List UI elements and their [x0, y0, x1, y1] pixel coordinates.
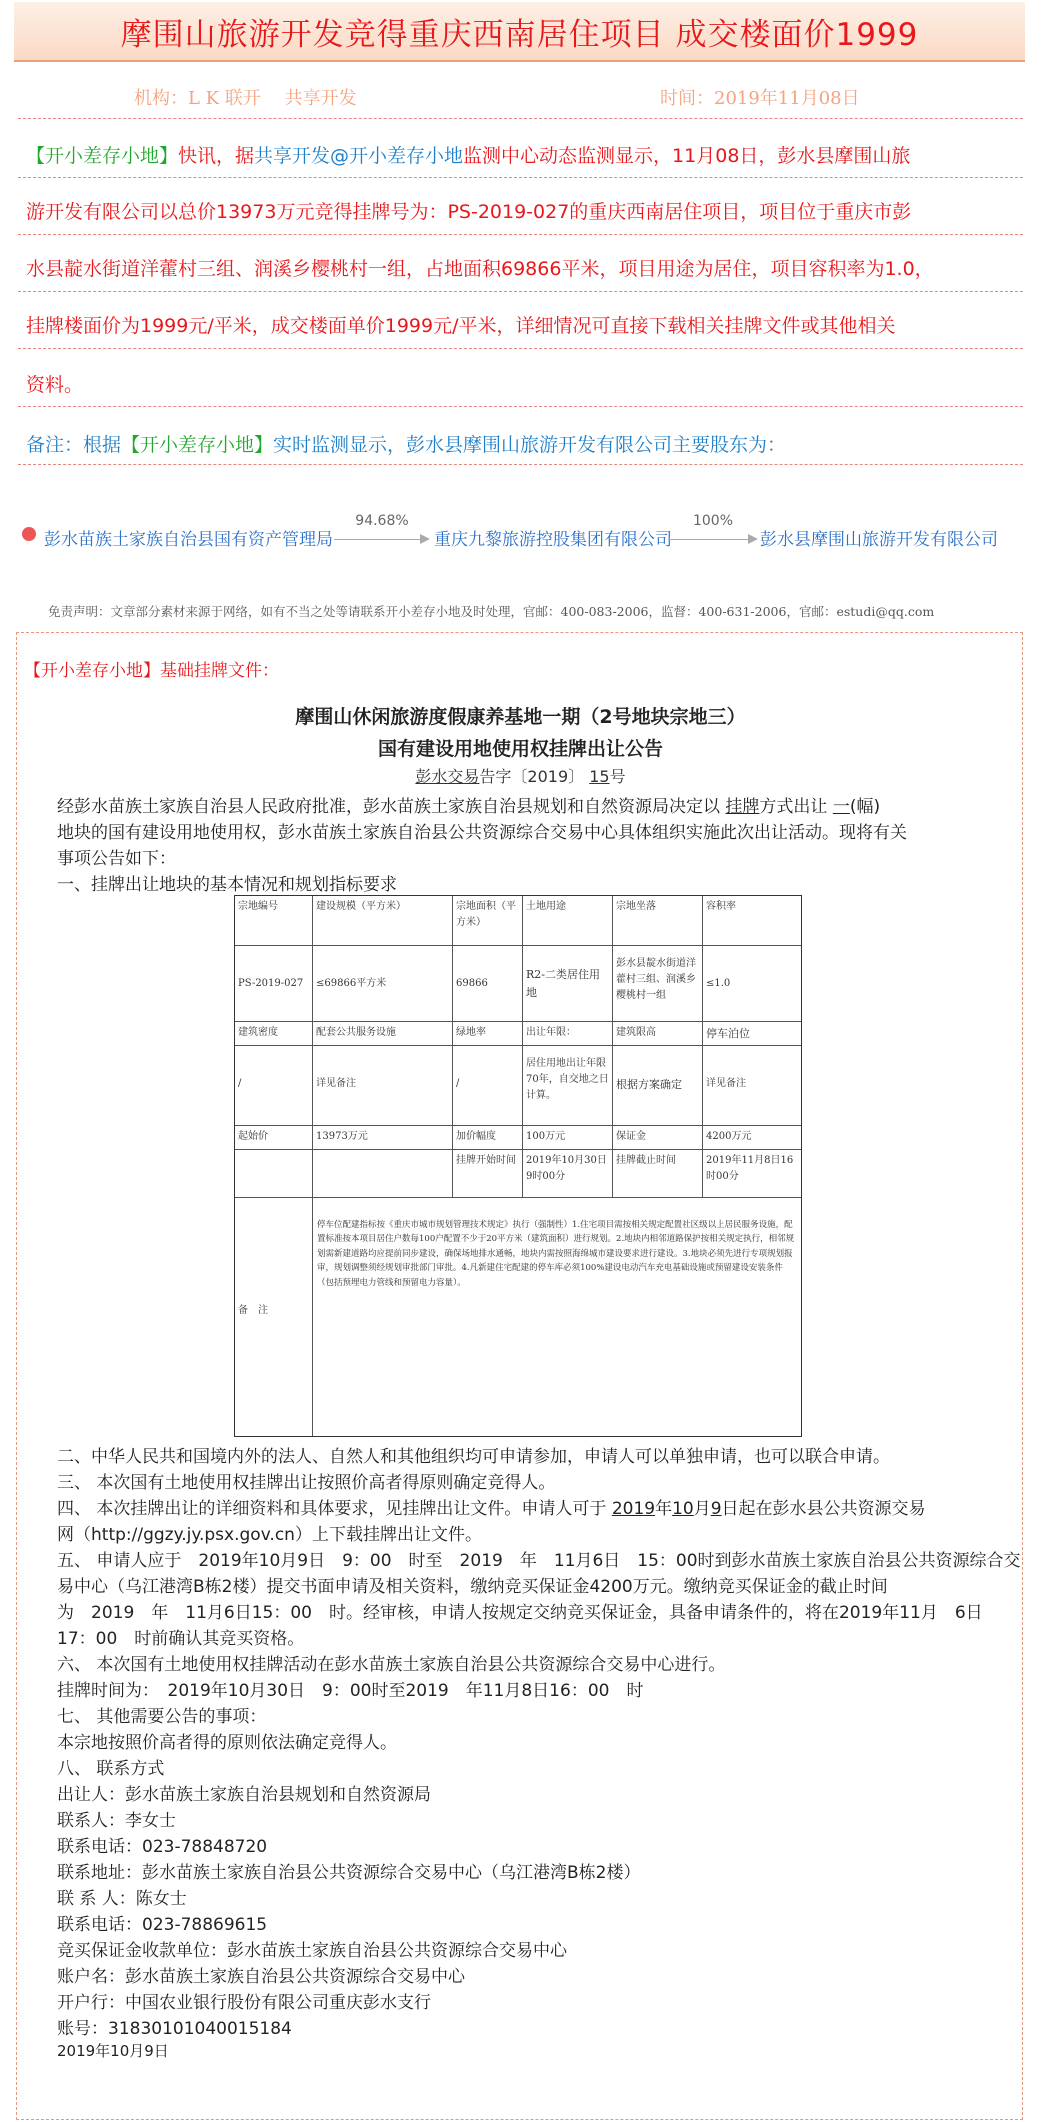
table-cell: 2019年10月30日9时00分 [523, 1150, 613, 1198]
doc-number-part: 彭水交易 [415, 767, 480, 786]
doc-para-3: 事项公告如下： [57, 849, 176, 869]
contact-line: 出让人：彭水苗族土家族自治县规划和自然资源局 [57, 1785, 431, 1805]
doc-title-2: 国有建设用地使用权挂牌出让公告 [377, 738, 663, 760]
table-cell: PS-2019-027 [235, 946, 313, 1022]
doc-para-1 [57, 792, 880, 817]
doc-section-3: 三、 本次国有土地使用权挂牌出让按照价高者得原则确定竞得人。 [57, 1473, 556, 1493]
table-cell: 2019年11月8日16时00分 [703, 1150, 801, 1198]
contact-line: 联系电话：023-78848720 [57, 1837, 268, 1857]
ownership-pct: 94.68% [355, 513, 409, 529]
shareholder-node-1[interactable]: 彭水苗族土家族自治县国有资产管理局 [44, 530, 333, 550]
divider [18, 406, 1023, 407]
page-title: 摩围山旅游开发竞得重庆西南居住项目 成交楼面价1999 [120, 16, 919, 53]
table-cell: / [235, 1046, 313, 1126]
doc-number-part: 告字〔2019〕 [479, 767, 585, 786]
doc-text: 日起在彭水县公共资源交易 [721, 1499, 926, 1519]
table-cell: 根据方案确定 [613, 1046, 703, 1126]
doc-number [0, 764, 1041, 787]
contact-line: 联系电话：023-78869615 [57, 1915, 268, 1935]
shareholder-node-3[interactable]: 彭水县摩围山旅游开发有限公司 [760, 530, 998, 550]
table-header: 配套公共服务设施 [313, 1022, 453, 1046]
table-cell: 13973万元 [313, 1126, 453, 1150]
doc-section-2: 二、中华人民共和国境内外的法人、自然人和其他组织均可申请参加，申请人可以单独申请，也可以联合申请。 [57, 1447, 890, 1467]
doc-text: 一 [832, 797, 850, 817]
divider [18, 177, 1023, 178]
table-header: 保证金 [613, 1126, 703, 1150]
ownership-pct: 100% [692, 513, 734, 529]
doc-text: 方式出让 [759, 797, 828, 817]
table-cell [235, 1150, 313, 1198]
contact-line: 联 系 人：陈女士 [57, 1889, 187, 1909]
doc-text: 月 [693, 1499, 711, 1519]
doc-text: 年 [655, 1499, 673, 1519]
table-header: 宗地坐落 [613, 896, 703, 946]
table-cell: 详见备注 [313, 1046, 453, 1126]
table-header: 加价幅度 [453, 1126, 523, 1150]
doc-para-2: 地块的国有建设用地使用权，彭水苗族土家族自治县公共资源综合交易中心具体组织实施此次出让活动。现将有关 [57, 823, 907, 843]
news-text: 快讯，据 [178, 145, 255, 167]
doc-section-7b: 本宗地按照价高者得的原则依法确定竞得人。 [57, 1733, 397, 1753]
land-info-table [234, 895, 802, 1437]
contact-line: 联系地址：彭水苗族土家族自治县公共资源综合交易中心（乌江港湾B栋2楼） [57, 1863, 641, 1883]
news-line-2: 游开发有限公司以总价13973万元竞得挂牌号为：PS-2019-027的重庆西南居住项目，项目位于重庆市彭 [26, 201, 912, 223]
arrow-right-icon [420, 534, 430, 544]
brand-tag[interactable]: 【开小差存小地】 [26, 145, 179, 167]
table-cell: 居住用地出让年限70年，自交地之日计算。 [523, 1046, 613, 1126]
doc-section-5a: 五、 申请人应于 2019年10月9日 9：00 时至 2019 年 11月6日 15：00时到彭水苗族土家族自治县公共资源综合交 [57, 1551, 1021, 1571]
table-cell: 详见备注 [703, 1046, 801, 1126]
table-cell: 100万元 [523, 1126, 613, 1150]
doc-section-7: 七、 其他需要公告的事项： [57, 1707, 267, 1727]
shareholder-node-2[interactable]: 重庆九黎旅游控股集团有限公司 [434, 530, 672, 550]
doc-number-part: 15 [589, 767, 610, 786]
brand-tag[interactable]: 【开小差存小地】 [121, 434, 274, 456]
table-cell: ≤1.0 [703, 946, 801, 1022]
doc-section-4b: 网（http://ggzy.jy.psx.gov.cn）上下载挂牌出让文件。 [57, 1525, 482, 1545]
doc-number-part: 号 [609, 767, 626, 786]
news-line-4: 挂牌楼面价为1999元/平米，成交楼面单价1999元/平米，详细情况可直接下载相关挂牌文件或其他相关 [26, 315, 896, 337]
doc-section-6b: 挂牌时间为： 2019年10月30日 9：00时至2019 年11月8日16：00 时 [57, 1681, 644, 1701]
contact-line: 开户行：中国农业银行股份有限公司重庆彭水支行 [57, 1993, 431, 2013]
arrow-right-icon [748, 534, 758, 544]
doc-text: 四、 本次挂牌出让的详细资料和具体要求，见挂牌出让文件。申请人可于 [57, 1499, 607, 1519]
table-header: 停车泊位 [703, 1022, 801, 1046]
author-org: 机构：L K 联开 共享开发 [134, 88, 357, 109]
table-header: 出让年限： [523, 1022, 613, 1046]
divider [18, 348, 1023, 349]
ownership-chain [22, 515, 1022, 555]
doc-section-5b: 易中心（乌江港湾B栋2楼）提交书面申请及相关资料，缴纳竞买保证金4200万元。缴纳竞买保证金的截止时间 [57, 1577, 888, 1597]
table-header: 宗地面积（平方米） [453, 896, 523, 946]
table-cell: 彭水县靛水街道洋藿村三组、润溪乡樱桃村一组 [613, 946, 703, 1022]
doc-text: 9 [710, 1499, 722, 1519]
divider [18, 234, 1023, 235]
document-section-title: 【开小差存小地】基础挂牌文件： [24, 661, 279, 681]
news-line-5: 资料。 [26, 374, 84, 396]
divider [18, 291, 1023, 292]
table-cell: / [453, 1046, 523, 1126]
disclaimer: 免责声明：文章部分素材来源于网络，如有不当之处等请联系开小差存小地及时处理，官邮：400-083-2006，监督：400-631-2006，官邮：estudi@qq.com [48, 604, 935, 619]
shareholder-note [26, 430, 786, 457]
doc-section-5d: 17：00 时前确认其竞买资格。 [57, 1629, 305, 1649]
ownership-arrow [668, 513, 758, 547]
publish-time: 时间：2019年11月08日 [660, 88, 860, 109]
table-cell: 4200万元 [703, 1126, 801, 1150]
table-cell: 69866 [453, 946, 523, 1022]
contact-line: 竞买保证金收款单位：彭水苗族土家族自治县公共资源综合交易中心 [57, 1941, 567, 1961]
company-logo-icon [22, 527, 36, 541]
header-banner [14, 2, 1025, 62]
doc-section-1: 一、挂牌出让地块的基本情况和规划指标要求 [57, 875, 397, 895]
table-header: 挂牌开始时间 [453, 1150, 523, 1198]
doc-date: 2019年10月9日 [57, 2042, 169, 2060]
table-header: 建筑密度 [235, 1022, 313, 1046]
doc-section-5c: 为 2019 年 11月6日15：00 时。经审核，申请人按规定交纳竞买保证金，具备申请条件的，将在2019年11月 6日 [57, 1603, 983, 1623]
news-line-1 [26, 141, 910, 168]
doc-title-1: 摩围山休闲旅游度假康养基地一期（2号地块宗地三） [295, 706, 746, 728]
table-header: 绿地率 [453, 1022, 523, 1046]
table-header: 容积率 [703, 896, 801, 946]
doc-section-8: 八、 联系方式 [57, 1759, 165, 1779]
divider [18, 118, 1023, 119]
news-line-3: 水县靛水街道洋藿村三组、润溪乡樱桃村一组，占地面积69866平米，项目用途为居住，项目容积率为1.0， [26, 258, 934, 280]
doc-text: 10 [672, 1499, 694, 1519]
doc-text: (幅) [849, 797, 881, 817]
table-cell: ≤69866平方米 [313, 946, 453, 1022]
doc-section-4 [57, 1494, 926, 1519]
table-header: 土地用途 [523, 896, 613, 946]
table-header: 建设规模（平方米） [313, 896, 453, 946]
contact-line: 账号：31830101040015184 [57, 2019, 292, 2039]
doc-text: 挂牌 [725, 797, 760, 817]
doc-section-6: 六、 本次国有土地使用权挂牌活动在彭水苗族土家族自治县公共资源综合交易中心进行。 [57, 1655, 726, 1675]
note-text: 备注：根据 [26, 434, 122, 456]
note-text: 实时监测显示，彭水县摩围山旅游开发有限公司主要股东为： [273, 434, 787, 456]
table-header: 建筑限高 [613, 1022, 703, 1046]
table-cell: R2-二类居住用地 [523, 946, 613, 1022]
table-cell [313, 1150, 453, 1198]
contact-line: 账户名：彭水苗族土家族自治县公共资源综合交易中心 [57, 1967, 465, 1987]
news-text: 监测中心动态监测显示，11月08日，彭水县摩围山旅 [463, 145, 911, 167]
table-header: 宗地编号 [235, 896, 313, 946]
divider [18, 464, 1023, 465]
table-header: 备 注 [235, 1198, 313, 1436]
table-header: 挂牌截止时间 [613, 1150, 703, 1198]
contact-line: 联系人：李女士 [57, 1811, 176, 1831]
doc-text: 经彭水苗族土家族自治县人民政府批准，彭水苗族土家族自治县规划和自然资源局决定以 [57, 797, 720, 817]
table-header: 起始价 [235, 1126, 313, 1150]
table-remark: 停车位配建指标按《重庆市城市规划管理技术规定》执行（强制性）1.住宅项目需按相关规定配置社区级以上居民服务设施，配置标准按本项目居住户数每100户配置不少于20平方米（建筑面积）进行规划。2.地块内相邻道路保护按相关规定执行，相邻规划需新建道路均应提前同步建设，确保场地排水通畅，地块内需按照海绵城市建设要求进行建设。3.地块必须先进行专项规划报审，规划调整须经规划审批部门审批。4.凡新建住宅配建的停车库必须100%建设电动汽车充电基础设施或预留建设安装条件（包括预埋电力管线和预留电力容量）。 [317, 1220, 795, 1288]
brand-link[interactable]: 共享开发@开小差存小地 [254, 145, 464, 167]
doc-text: 2019 [611, 1499, 656, 1519]
ownership-arrow [334, 513, 430, 547]
